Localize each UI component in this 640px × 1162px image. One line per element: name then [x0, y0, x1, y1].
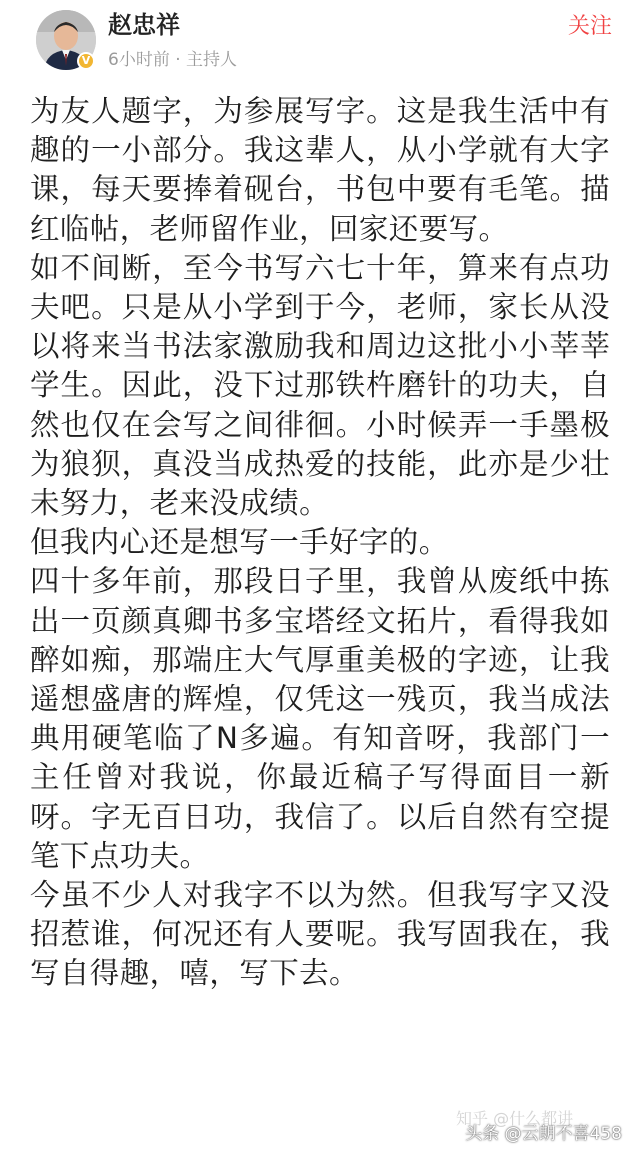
paragraph: 如不间断，至今书写六七十年，算来有点功夫吧。只是从小学到于今，老师，家长从没以将来当书法家激励我和周边这批小小莘莘学生。因此，没下过那铁杵磨针的功夫，自然也仅在会写之间徘徊。小时候弄一手墨极为狼狈，真没当成热爱的技能，此亦是少壮未努力，老来没成绩。 — [30, 250, 610, 521]
paragraph: 今虽不少人对我字不以为然。但我写字又没招惹谁，何况还有人要呢。我写固我在，我写自得趣，嘻，写下去。 — [30, 878, 610, 991]
watermark: 头条 @云朗不喜458 — [465, 1124, 622, 1144]
post-header — [0, 0, 640, 84]
post-meta: 6小时前 · 主持人 — [108, 50, 238, 70]
paragraph: 但我内心还是想写一手好字的。 — [30, 525, 449, 560]
post-body — [30, 92, 610, 994]
paragraph: 四十多年前，那段日子里，我曾从废纸中拣出一页颜真卿书多宝塔经文拓片，看得我如醉如痴，那端庄大气厚重美极的字迹，让我遥想盛唐的辉煌，仅凭这一残页，我当成法典用硬笔临了N多遍。有知音呀，我部门一主任曾对我说，你最近稿子写得面目一新呀。字无百日功，我信了。以后自然有空提笔下点功夫。 — [30, 564, 610, 873]
faint-watermark: 知乎 @什么都讲 — [456, 1109, 574, 1128]
follow-button[interactable]: 关注 — [567, 14, 612, 39]
author-name[interactable]: 赵忠祥 — [108, 11, 180, 39]
verified-badge-icon: V — [77, 52, 95, 70]
paragraph: 为友人题字，为参展写字。这是我生活中有趣的一小部分。我这辈人，从小学就有大字课，每天要捧着砚台，书包中要有毛笔。描红临帖，老师留作业，回家还要写。 — [30, 94, 610, 246]
